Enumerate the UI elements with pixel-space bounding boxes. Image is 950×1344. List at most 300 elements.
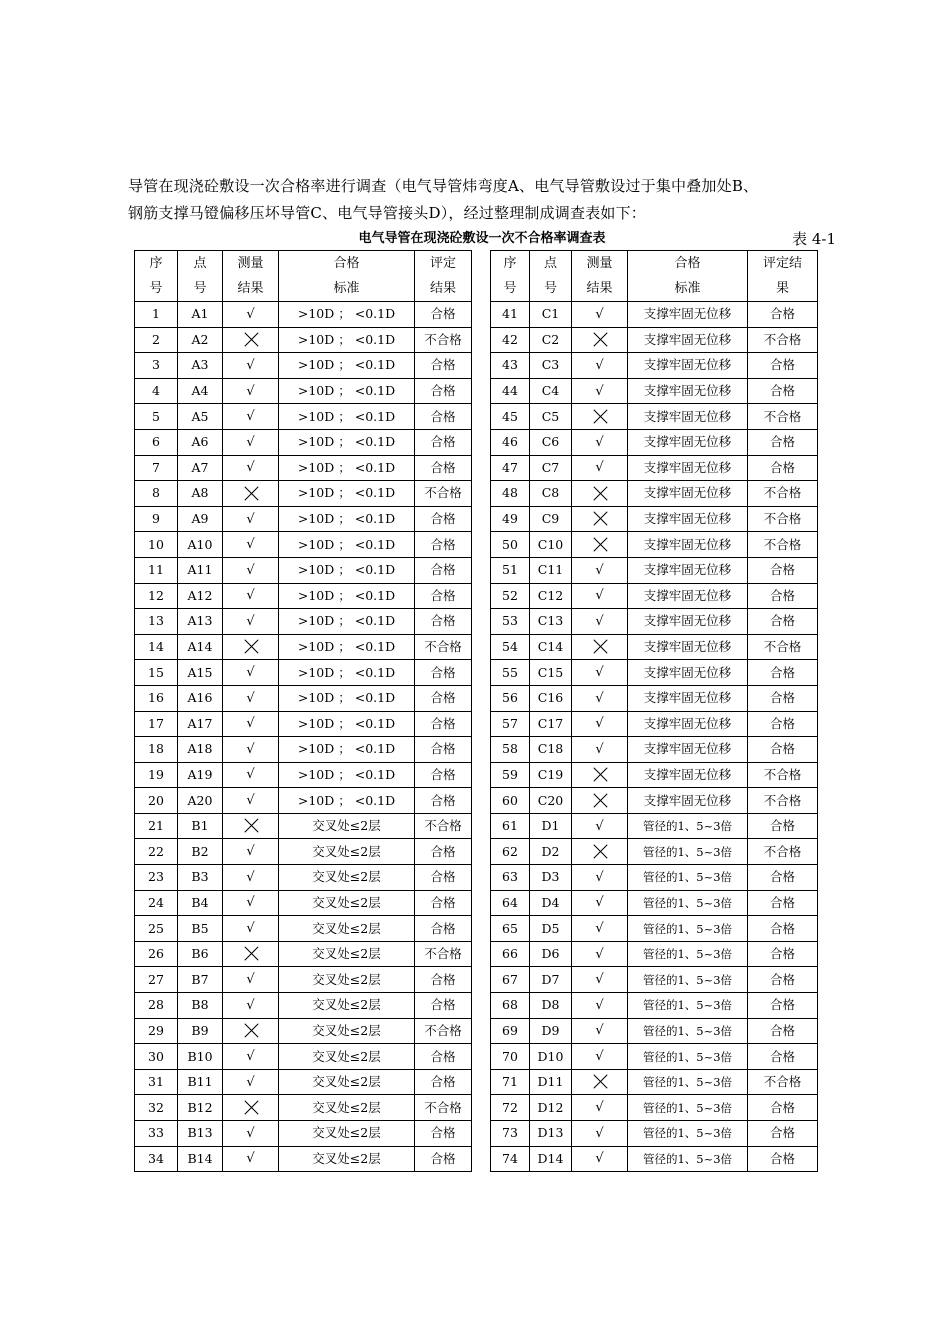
check-mark-icon: √: [246, 1074, 255, 1090]
row-number: 28: [135, 993, 178, 1019]
evaluation-result: 合格: [748, 685, 818, 711]
evaluation-result: 合格: [748, 353, 818, 379]
evaluation-result: 不合格: [415, 327, 472, 353]
evaluation-result: 合格: [748, 1044, 818, 1070]
column-gap: [472, 583, 491, 609]
measure-result: [223, 890, 279, 916]
point-id: A6: [178, 429, 223, 455]
check-mark-icon: √: [595, 716, 604, 732]
row-number: 45: [491, 404, 530, 430]
qualified-standard: 管径的1、5~3倍: [628, 1121, 748, 1147]
point-id: A11: [178, 557, 223, 583]
evaluation-result: 不合格: [415, 481, 472, 507]
qualified-standard: 支撑牢固无位移: [628, 506, 748, 532]
column-gap: [472, 890, 491, 916]
row-number: 9: [135, 506, 178, 532]
column-gap: [472, 916, 491, 942]
qualified-standard: 交叉处≤2层: [279, 967, 415, 993]
qualified-standard: >10D ； <0.1D: [279, 788, 415, 814]
evaluation-result: 不合格: [748, 327, 818, 353]
cross-mark-icon: [244, 1101, 258, 1115]
row-number: 6: [135, 429, 178, 455]
measure-result: [223, 634, 279, 660]
point-id: A10: [178, 532, 223, 558]
measure-result: [223, 378, 279, 404]
measure-result: [572, 737, 628, 763]
table-row: [135, 711, 818, 737]
evaluation-result: 合格: [415, 839, 472, 865]
check-mark-icon: √: [246, 562, 255, 578]
row-number: 48: [491, 481, 530, 507]
evaluation-result: 不合格: [748, 762, 818, 788]
row-number: 53: [491, 609, 530, 635]
measure-result: [223, 557, 279, 583]
measure-result: [223, 865, 279, 891]
row-number: 20: [135, 788, 178, 814]
check-mark-icon: √: [246, 793, 255, 809]
measure-result: [223, 583, 279, 609]
table-row: [135, 993, 818, 1019]
evaluation-result: 合格: [415, 890, 472, 916]
point-id: C20: [530, 788, 572, 814]
qualified-standard: 交叉处≤2层: [279, 916, 415, 942]
evaluation-result: 合格: [415, 1121, 472, 1147]
cross-mark-icon: [593, 538, 607, 552]
measure-result: [223, 1018, 279, 1044]
point-id: C1: [530, 302, 572, 328]
measure-result: [572, 455, 628, 481]
point-id: C3: [530, 353, 572, 379]
qualified-standard: 支撑牢固无位移: [628, 557, 748, 583]
row-number: 72: [491, 1095, 530, 1121]
qualified-standard: 管径的1、5~3倍: [628, 916, 748, 942]
column-gap: [472, 1044, 491, 1070]
row-number: 58: [491, 737, 530, 763]
point-id: D13: [530, 1121, 572, 1147]
check-mark-icon: √: [595, 972, 604, 988]
qualified-standard: >10D ； <0.1D: [279, 711, 415, 737]
column-gap: [472, 557, 491, 583]
column-gap: [472, 1018, 491, 1044]
measure-result: [572, 762, 628, 788]
point-id: C4: [530, 378, 572, 404]
row-number: 63: [491, 865, 530, 891]
evaluation-result: 合格: [748, 813, 818, 839]
header-row: [135, 251, 818, 302]
row-number: 5: [135, 404, 178, 430]
qualified-standard: >10D ； <0.1D: [279, 404, 415, 430]
measure-result: [223, 762, 279, 788]
cross-mark-icon: [593, 794, 607, 808]
row-number: 21: [135, 813, 178, 839]
check-mark-icon: √: [246, 972, 255, 988]
point-id: B1: [178, 813, 223, 839]
check-mark-icon: √: [246, 767, 255, 783]
measure-result: [223, 1121, 279, 1147]
point-id: B11: [178, 1069, 223, 1095]
column-gap: [472, 1146, 491, 1172]
evaluation-result: 合格: [415, 404, 472, 430]
evaluation-result: 不合格: [748, 532, 818, 558]
qualified-standard: >10D ； <0.1D: [279, 378, 415, 404]
column-gap: [472, 302, 491, 328]
evaluation-result: 合格: [415, 788, 472, 814]
point-id: C7: [530, 455, 572, 481]
point-id: A3: [178, 353, 223, 379]
measure-result: [223, 1095, 279, 1121]
qualified-standard: 管径的1、5~3倍: [628, 890, 748, 916]
check-mark-icon: √: [595, 357, 604, 373]
table-row: [135, 1069, 818, 1095]
point-id: C17: [530, 711, 572, 737]
evaluation-result: 合格: [748, 1121, 818, 1147]
evaluation-result: 不合格: [415, 813, 472, 839]
evaluation-result: 不合格: [748, 481, 818, 507]
row-number: 46: [491, 429, 530, 455]
row-number: 12: [135, 583, 178, 609]
table-row: [135, 353, 818, 379]
cross-mark-icon: [593, 768, 607, 782]
cross-mark-icon: [593, 487, 607, 501]
point-id: B4: [178, 890, 223, 916]
check-mark-icon: √: [246, 357, 255, 373]
measure-result: [223, 660, 279, 686]
point-id: A14: [178, 634, 223, 660]
table-row: [135, 685, 818, 711]
check-mark-icon: √: [595, 895, 604, 911]
evaluation-result: 合格: [415, 711, 472, 737]
column-gap: [472, 711, 491, 737]
row-number: 15: [135, 660, 178, 686]
cross-mark-icon: [244, 640, 258, 654]
point-id: A19: [178, 762, 223, 788]
point-id: D2: [530, 839, 572, 865]
row-number: 34: [135, 1146, 178, 1172]
column-gap: [472, 532, 491, 558]
column-gap: [472, 378, 491, 404]
evaluation-result: 合格: [415, 302, 472, 328]
qualified-standard: >10D ； <0.1D: [279, 455, 415, 481]
table-row: [135, 865, 818, 891]
qualified-standard: 支撑牢固无位移: [628, 378, 748, 404]
evaluation-result: 不合格: [748, 1069, 818, 1095]
qualified-standard: 支撑牢固无位移: [628, 634, 748, 660]
qualified-standard: >10D ； <0.1D: [279, 429, 415, 455]
measure-result: [223, 327, 279, 353]
header-eval-right: 评定结 果: [748, 251, 818, 302]
qualified-standard: 管径的1、5~3倍: [628, 813, 748, 839]
column-gap: [472, 685, 491, 711]
evaluation-result: 合格: [415, 660, 472, 686]
measure-result: [572, 890, 628, 916]
table-row: [135, 1044, 818, 1070]
column-gap: [472, 327, 491, 353]
evaluation-result: 合格: [748, 1146, 818, 1172]
evaluation-result: 合格: [415, 378, 472, 404]
point-id: C15: [530, 660, 572, 686]
intro-paragraph: [128, 173, 828, 227]
measure-result: [223, 302, 279, 328]
column-gap: [472, 865, 491, 891]
measure-result: [223, 967, 279, 993]
point-id: D11: [530, 1069, 572, 1095]
measure-result: [223, 993, 279, 1019]
point-id: A4: [178, 378, 223, 404]
column-gap: [472, 941, 491, 967]
evaluation-result: 不合格: [748, 634, 818, 660]
evaluation-result: 合格: [748, 711, 818, 737]
cross-mark-icon: [593, 845, 607, 859]
point-id: A18: [178, 737, 223, 763]
survey-table: [134, 250, 818, 1172]
point-id: B12: [178, 1095, 223, 1121]
evaluation-result: 合格: [748, 583, 818, 609]
check-mark-icon: √: [595, 460, 604, 476]
evaluation-result: 合格: [748, 865, 818, 891]
table-row: [135, 327, 818, 353]
point-id: A1: [178, 302, 223, 328]
cross-mark-icon: [244, 947, 258, 961]
column-gap: [472, 993, 491, 1019]
table-row: [135, 1095, 818, 1121]
evaluation-result: 合格: [415, 685, 472, 711]
qualified-standard: 支撑牢固无位移: [628, 429, 748, 455]
table-row: [135, 557, 818, 583]
check-mark-icon: √: [246, 869, 255, 885]
table-number: 表 4-1: [792, 230, 836, 248]
point-id: A5: [178, 404, 223, 430]
point-id: A16: [178, 685, 223, 711]
evaluation-result: 合格: [415, 455, 472, 481]
cross-mark-icon: [244, 333, 258, 347]
evaluation-result: 不合格: [748, 404, 818, 430]
qualified-standard: >10D ； <0.1D: [279, 634, 415, 660]
point-id: B2: [178, 839, 223, 865]
cross-mark-icon: [244, 487, 258, 501]
point-id: C16: [530, 685, 572, 711]
qualified-standard: >10D ； <0.1D: [279, 327, 415, 353]
evaluation-result: 不合格: [748, 788, 818, 814]
cross-mark-icon: [593, 410, 607, 424]
evaluation-result: 合格: [415, 583, 472, 609]
header-eval: 评定 结果: [415, 251, 472, 302]
qualified-standard: 交叉处≤2层: [279, 865, 415, 891]
cross-mark-icon: [244, 1024, 258, 1038]
row-number: 59: [491, 762, 530, 788]
qualified-standard: >10D ； <0.1D: [279, 685, 415, 711]
evaluation-result: 合格: [748, 378, 818, 404]
evaluation-result: 合格: [748, 1095, 818, 1121]
check-mark-icon: √: [595, 588, 604, 604]
qualified-standard: 管径的1、5~3倍: [628, 865, 748, 891]
qualified-standard: 交叉处≤2层: [279, 1146, 415, 1172]
row-number: 16: [135, 685, 178, 711]
column-gap: [472, 609, 491, 635]
measure-result: [572, 634, 628, 660]
measure-result: [572, 865, 628, 891]
check-mark-icon: √: [595, 665, 604, 681]
column-gap: [472, 429, 491, 455]
column-gap: [472, 481, 491, 507]
row-number: 68: [491, 993, 530, 1019]
point-id: A13: [178, 609, 223, 635]
measure-result: [572, 993, 628, 1019]
point-id: C11: [530, 557, 572, 583]
qualified-standard: >10D ； <0.1D: [279, 583, 415, 609]
table-row: [135, 481, 818, 507]
cross-mark-icon: [244, 819, 258, 833]
column-gap: [472, 455, 491, 481]
check-mark-icon: √: [246, 537, 255, 553]
qualified-standard: 管径的1、5~3倍: [628, 1044, 748, 1070]
evaluation-result: 合格: [415, 762, 472, 788]
evaluation-result: 合格: [748, 557, 818, 583]
row-number: 66: [491, 941, 530, 967]
point-id: D4: [530, 890, 572, 916]
measure-result: [223, 813, 279, 839]
check-mark-icon: √: [595, 921, 604, 937]
point-id: D5: [530, 916, 572, 942]
evaluation-result: 合格: [415, 506, 472, 532]
qualified-standard: 交叉处≤2层: [279, 1018, 415, 1044]
column-gap: [472, 1095, 491, 1121]
table-row: [135, 583, 818, 609]
qualified-standard: 管径的1、5~3倍: [628, 993, 748, 1019]
qualified-standard: 支撑牢固无位移: [628, 711, 748, 737]
qualified-standard: 交叉处≤2层: [279, 993, 415, 1019]
table-row: [135, 941, 818, 967]
qualified-standard: 支撑牢固无位移: [628, 481, 748, 507]
check-mark-icon: √: [246, 665, 255, 681]
evaluation-result: 合格: [415, 1146, 472, 1172]
measure-result: [223, 737, 279, 763]
measure-result: [572, 302, 628, 328]
row-number: 26: [135, 941, 178, 967]
point-id: C18: [530, 737, 572, 763]
qualified-standard: 支撑牢固无位移: [628, 737, 748, 763]
check-mark-icon: √: [246, 588, 255, 604]
measure-result: [223, 839, 279, 865]
qualified-standard: 支撑牢固无位移: [628, 609, 748, 635]
column-gap: [472, 737, 491, 763]
measure-result: [223, 788, 279, 814]
measure-result: [572, 839, 628, 865]
row-number: 42: [491, 327, 530, 353]
evaluation-result: 合格: [415, 865, 472, 891]
measure-result: [223, 429, 279, 455]
check-mark-icon: √: [595, 1023, 604, 1039]
column-gap: [472, 1069, 491, 1095]
measure-result: [223, 353, 279, 379]
header-standard: 合格 标准: [279, 251, 415, 302]
header-standard-right: 合格 标准: [628, 251, 748, 302]
point-id: A8: [178, 481, 223, 507]
measure-result: [572, 660, 628, 686]
row-number: 57: [491, 711, 530, 737]
qualified-standard: >10D ； <0.1D: [279, 660, 415, 686]
point-id: C19: [530, 762, 572, 788]
point-id: C8: [530, 481, 572, 507]
cross-mark-icon: [593, 640, 607, 654]
qualified-standard: 支撑牢固无位移: [628, 404, 748, 430]
measure-result: [572, 583, 628, 609]
measure-result: [572, 685, 628, 711]
table-caption: [128, 229, 836, 249]
check-mark-icon: √: [595, 383, 604, 399]
check-mark-icon: √: [595, 562, 604, 578]
evaluation-result: 合格: [415, 967, 472, 993]
qualified-standard: 交叉处≤2层: [279, 1095, 415, 1121]
row-number: 69: [491, 1018, 530, 1044]
point-id: A20: [178, 788, 223, 814]
column-gap: [472, 1121, 491, 1147]
row-number: 3: [135, 353, 178, 379]
header-point-right: 点 号: [530, 251, 572, 302]
point-id: D9: [530, 1018, 572, 1044]
point-id: B5: [178, 916, 223, 942]
point-id: D1: [530, 813, 572, 839]
row-number: 25: [135, 916, 178, 942]
row-number: 33: [135, 1121, 178, 1147]
table-row: [135, 429, 818, 455]
qualified-standard: 交叉处≤2层: [279, 890, 415, 916]
table-row: [135, 609, 818, 635]
point-id: D12: [530, 1095, 572, 1121]
evaluation-result: 不合格: [748, 839, 818, 865]
intro-line-2: 钢筋支撑马镫偏移压坏导管C、电气导管接头D），经过整理制成调查表如下：: [128, 204, 647, 222]
qualified-standard: >10D ； <0.1D: [279, 609, 415, 635]
column-gap: [472, 788, 491, 814]
evaluation-result: 不合格: [415, 941, 472, 967]
point-id: C5: [530, 404, 572, 430]
row-number: 18: [135, 737, 178, 763]
point-id: B9: [178, 1018, 223, 1044]
check-mark-icon: √: [246, 741, 255, 757]
table-row: [135, 762, 818, 788]
column-gap: [472, 404, 491, 430]
check-mark-icon: √: [595, 434, 604, 450]
row-number: 49: [491, 506, 530, 532]
row-number: 43: [491, 353, 530, 379]
row-number: 60: [491, 788, 530, 814]
table-row: [135, 634, 818, 660]
qualified-standard: 支撑牢固无位移: [628, 532, 748, 558]
measure-result: [223, 532, 279, 558]
table-title: 电气导管在现浇砼敷设一次不合格率调查表: [358, 231, 606, 246]
check-mark-icon: √: [595, 613, 604, 629]
measure-result: [223, 481, 279, 507]
evaluation-result: 合格: [748, 660, 818, 686]
measure-result: [572, 1069, 628, 1095]
qualified-standard: 交叉处≤2层: [279, 839, 415, 865]
row-number: 7: [135, 455, 178, 481]
row-number: 70: [491, 1044, 530, 1070]
evaluation-result: 合格: [415, 1069, 472, 1095]
point-id: C13: [530, 609, 572, 635]
check-mark-icon: √: [246, 1049, 255, 1065]
qualified-standard: 管径的1、5~3倍: [628, 941, 748, 967]
check-mark-icon: √: [246, 460, 255, 476]
point-id: B3: [178, 865, 223, 891]
check-mark-icon: √: [246, 895, 255, 911]
header-seq: 序 号: [135, 251, 178, 302]
check-mark-icon: √: [246, 1125, 255, 1141]
evaluation-result: 合格: [415, 557, 472, 583]
cross-mark-icon: [593, 512, 607, 526]
table-row: [135, 660, 818, 686]
evaluation-result: 合格: [748, 302, 818, 328]
measure-result: [572, 1095, 628, 1121]
